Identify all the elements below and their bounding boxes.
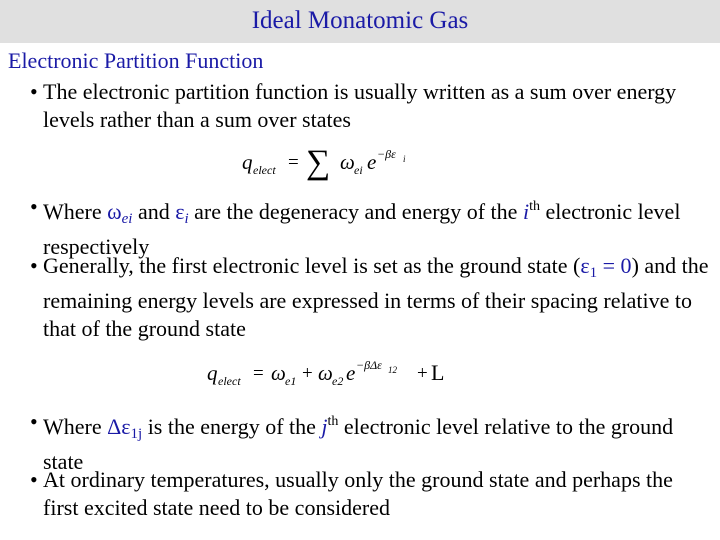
- bullet-dot: •: [30, 79, 38, 104]
- text-run: are the degeneracy and energy of the: [188, 199, 523, 224]
- bullet-ground-state: [30, 252, 710, 343]
- superscript-th: th: [529, 199, 540, 214]
- text-run: ) and the remaining energy levels are expressed in terms of their spacing relative to that of the ground state: [43, 253, 709, 341]
- bullet-text: The electronic partition function is usually written as a sum over energy levels rather than a sum over states: [43, 79, 677, 132]
- index-i: i: [522, 199, 530, 224]
- bullet-text: [43, 252, 710, 343]
- eq2-term2: ω: [318, 361, 333, 385]
- eq1-omega-sub: ei: [354, 163, 363, 177]
- delta-epsilon-symbol: Δε: [107, 414, 131, 439]
- eq1-exponent-sub: i: [403, 154, 406, 164]
- bullet-dot: •: [30, 253, 38, 278]
- eq1-lhs-sub: elect: [253, 163, 276, 177]
- text-run: and: [132, 199, 176, 224]
- eq1-omega: ω: [340, 150, 355, 174]
- bullet-dot: •: [30, 467, 38, 492]
- eq2-lhs-sub: elect: [218, 374, 241, 388]
- epsilon-subscript: 1: [589, 265, 598, 281]
- section-title: Electronic Partition Function: [8, 48, 264, 73]
- text-run: electronic level respectively: [43, 199, 681, 259]
- superscript-th: th: [327, 414, 339, 429]
- eq2-term1: ω: [271, 361, 286, 385]
- eq2-lhs: q: [207, 361, 218, 385]
- epsilon-symbol: ε: [175, 199, 185, 224]
- eq2-e: e: [346, 361, 356, 385]
- slide-title: Ideal Monatomic Gas: [251, 7, 469, 34]
- bullet-text: [43, 193, 710, 261]
- index-j: j: [321, 414, 328, 439]
- eq2-exponent-sub: 12: [388, 365, 397, 375]
- eq1-exponent: −βε: [377, 147, 396, 161]
- text-run: is the energy of the: [142, 414, 322, 439]
- eq2-ellipsis: L: [431, 360, 445, 385]
- epsilon-subscript: i: [184, 211, 189, 227]
- bullet-dot: •: [30, 194, 38, 219]
- text-run: electronic level relative to the ground state: [43, 414, 674, 474]
- bullet-text: At ordinary temperatures, usually only the ground state and perhaps the first excited state need to be considered: [43, 467, 673, 520]
- bullet-partition-function: [30, 78, 710, 134]
- bullet-ordinary-temperatures: [30, 466, 710, 522]
- eq1-e: e: [367, 150, 377, 174]
- eq2-equals: =: [253, 363, 264, 384]
- equals-zero: = 0: [597, 253, 632, 278]
- omega-subscript: ei: [121, 211, 133, 227]
- eq2-plus: +: [302, 363, 313, 384]
- eq2-term1-sub: e1: [285, 374, 297, 388]
- eq2-term2-sub: e2: [332, 374, 344, 388]
- bullet-degeneracy: [30, 193, 710, 261]
- equation-partition-expanded: [205, 352, 455, 392]
- eq2-exponent: −βΔε: [356, 358, 382, 372]
- eq1-lhs: q: [242, 150, 253, 174]
- delta-subscript: 1j: [130, 426, 143, 442]
- eq2-plus: +: [417, 363, 428, 384]
- text-run: Where: [43, 199, 108, 224]
- epsilon-symbol: ε: [580, 253, 590, 278]
- eq1-equals: =: [288, 152, 299, 173]
- eq1-sum: ∑: [306, 144, 331, 181]
- text-run: Generally, the first electronic level is set as the ground state (: [43, 253, 581, 278]
- bullet-dot: •: [30, 409, 38, 434]
- text-run: Where: [43, 414, 108, 439]
- equation-partition-sum: [240, 140, 420, 186]
- omega-symbol: ω: [107, 199, 122, 224]
